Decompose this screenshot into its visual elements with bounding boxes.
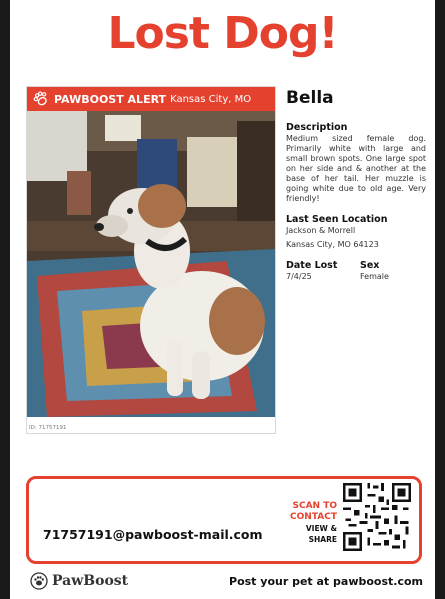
scan-line2: CONTACT: [290, 512, 337, 522]
pawboost-logo-icon: [30, 572, 48, 590]
pet-info: [286, 88, 426, 282]
date-lost-value: 7/4/25: [286, 272, 312, 281]
contact-box: [26, 476, 422, 564]
last-seen-heading: Last Seen Location: [286, 214, 388, 225]
last-seen-section: [286, 214, 426, 250]
description-text: Medium sized female dog. Primarily white with large and small brown spots. One large spot on her side and & another at the base of her tail. Her muzzle is going white due to old age. Very friendly!: [286, 134, 426, 203]
sex-value: Female: [360, 272, 389, 281]
scan-line3: VIEW & SHARE: [305, 524, 337, 544]
photo-id: ID: 71757191: [29, 425, 67, 431]
alert-banner: [27, 87, 275, 111]
sex-heading: Sex: [360, 260, 380, 271]
banner-city: Kansas City, MO: [170, 93, 252, 105]
last-seen-line1: Jackson & Morrell: [286, 226, 356, 235]
sex-section: [360, 260, 389, 282]
banner-brand: PAWBOOST ALERT: [54, 92, 167, 106]
qr-code[interactable]: [343, 483, 411, 551]
pet-name: Bella: [286, 88, 334, 108]
scan-line1: SCAN TO: [292, 501, 337, 511]
dog-photo: [27, 111, 275, 417]
footer-cta[interactable]: Post your pet at pawboost.com: [229, 575, 423, 588]
footer-logo[interactable]: [30, 572, 128, 590]
poster-title: Lost Dog!: [107, 8, 338, 59]
contact-email[interactable]: 71757191@pawboost-mail.com: [43, 527, 263, 542]
description-section: [286, 122, 426, 204]
paw-icon: [32, 90, 50, 108]
description-heading: Description: [286, 122, 348, 133]
photo-card: [26, 86, 276, 434]
last-seen-line2: Kansas City, MO 64123: [286, 240, 379, 249]
date-sex-row: [286, 260, 426, 282]
scan-instructions: [287, 501, 337, 545]
date-lost-section: [286, 260, 360, 282]
date-lost-heading: Date Lost: [286, 260, 338, 271]
poster: [10, 0, 435, 599]
footer-logo-text: PawBoost: [52, 573, 129, 589]
